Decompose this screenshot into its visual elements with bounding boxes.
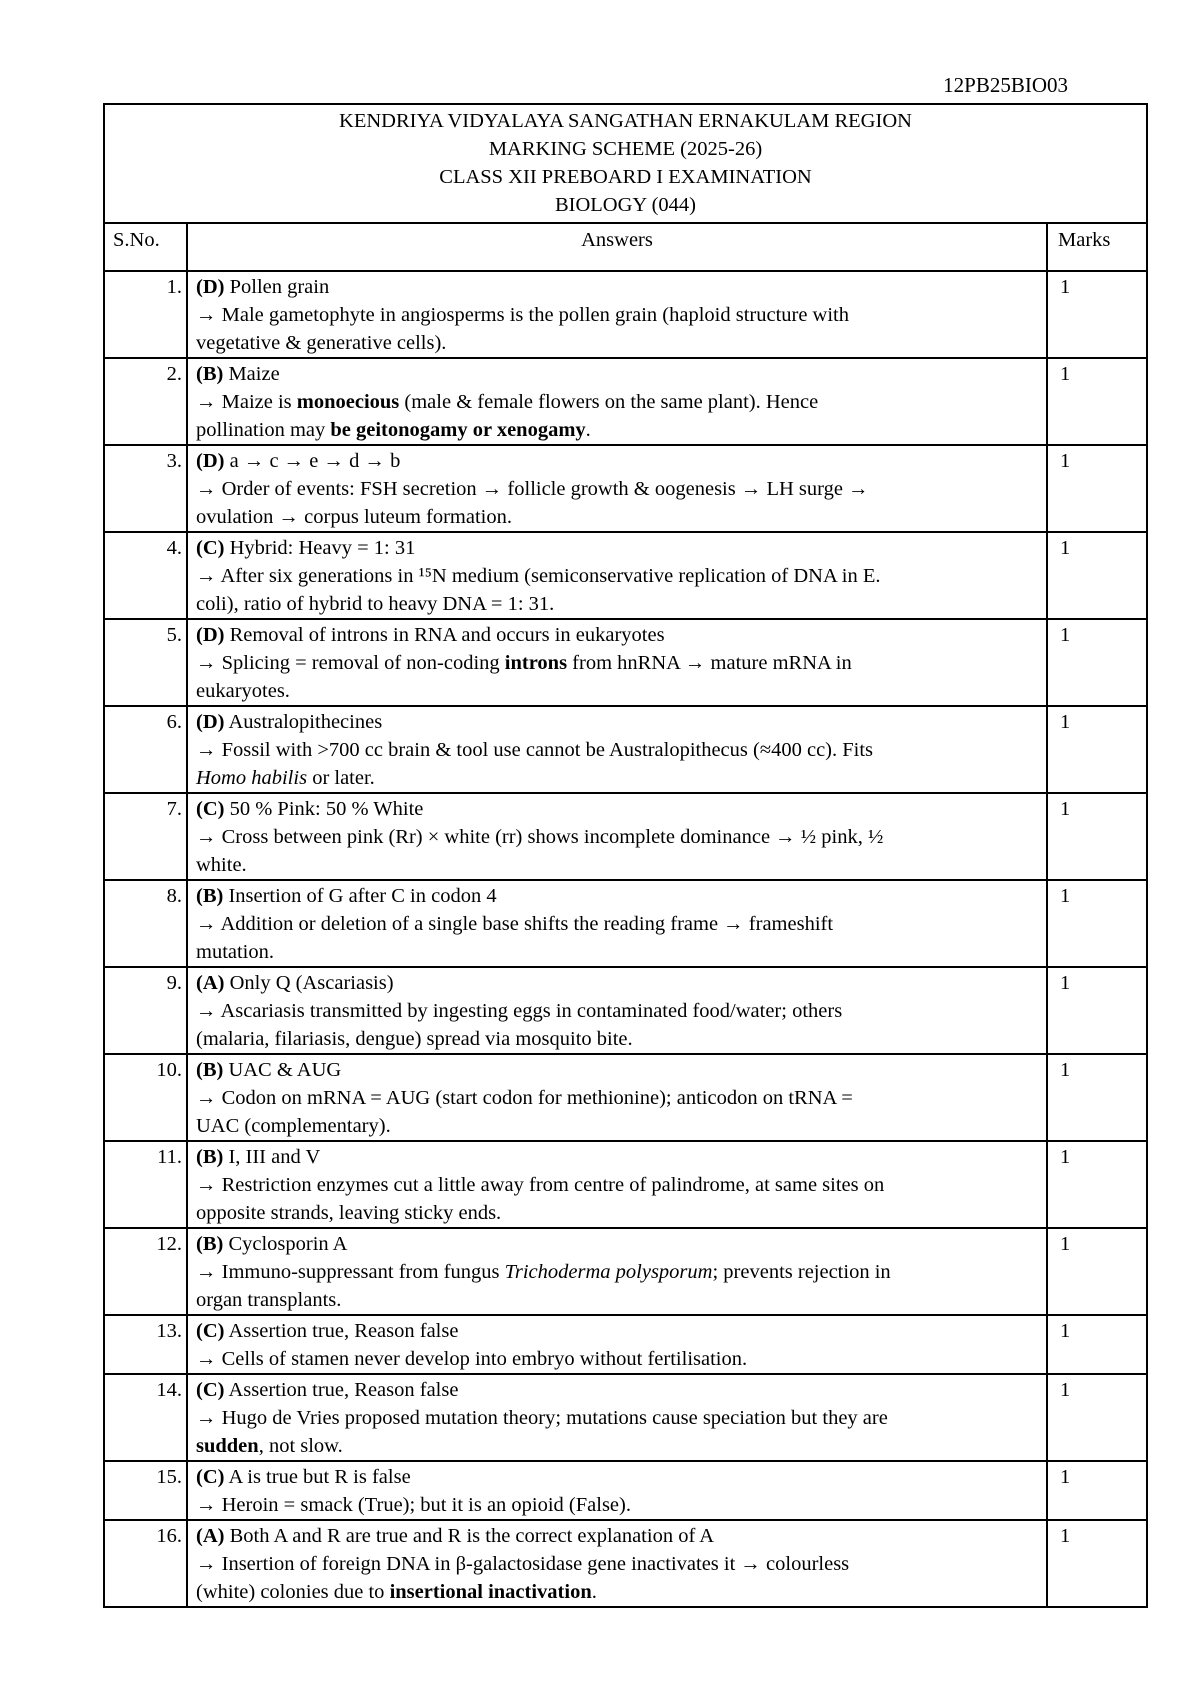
row-answer xyxy=(187,1141,1047,1228)
answer-explanation-line: UAC (complementary). xyxy=(196,1115,391,1137)
bold-text: (B) xyxy=(196,885,224,907)
header-scheme: MARKING SCHEME (2025-26) xyxy=(488,138,763,160)
row-marks: 1 xyxy=(1047,1054,1147,1141)
table-row xyxy=(104,271,1147,358)
bold-text: (C) xyxy=(196,1379,225,1401)
table-row xyxy=(104,1461,1147,1520)
row-serial-number: 3. xyxy=(104,445,187,532)
row-marks: 1 xyxy=(1047,619,1147,706)
row-marks: 1 xyxy=(1047,271,1147,358)
answer-explanation-line: pollination may be geitonogamy or xenogamy. xyxy=(196,419,591,441)
header-exam: CLASS XII PREBOARD I EXAMINATION xyxy=(439,166,812,188)
row-answer xyxy=(187,358,1047,445)
table-row xyxy=(104,1228,1147,1315)
answer-explanation-line: → Splicing = removal of non-coding introns from hnRNA → mature mRNA in xyxy=(196,652,852,674)
answer-explanation-line: → Ascariasis transmitted by ingesting eggs in contaminated food/water; others xyxy=(196,1000,843,1022)
document-code: 12PB25BIO03 xyxy=(943,73,1068,97)
table-row xyxy=(104,706,1147,793)
row-marks: 1 xyxy=(1047,1315,1147,1374)
row-answer xyxy=(187,1315,1047,1374)
answer-explanation-line: → Maize is monoecious (male & female flowers on the same plant). Hence xyxy=(196,391,819,413)
answer-explanation-line: Homo habilis or later. xyxy=(196,767,375,789)
bold-text: (C) xyxy=(196,798,225,820)
row-marks: 1 xyxy=(1047,1520,1147,1607)
row-marks: 1 xyxy=(1047,1228,1147,1315)
row-serial-number: 1. xyxy=(104,271,187,358)
bold-text: (B) xyxy=(196,1059,224,1081)
answer-explanation-line: mutation. xyxy=(196,941,275,963)
bold-text: (C) xyxy=(196,1320,225,1342)
bold-text: (D) xyxy=(196,276,225,298)
row-serial-number: 14. xyxy=(104,1374,187,1461)
row-serial-number: 2. xyxy=(104,358,187,445)
answer-explanation-line: → Addition or deletion of a single base shifts the reading frame → frameshift xyxy=(196,913,834,935)
row-serial-number: 6. xyxy=(104,706,187,793)
row-serial-number: 8. xyxy=(104,880,187,967)
row-marks: 1 xyxy=(1047,880,1147,967)
answer-explanation-line: coli), ratio of hybrid to heavy DNA = 1: 31. xyxy=(196,593,555,615)
answer-option: (B) I, III and V xyxy=(196,1146,321,1168)
header-subject: BIOLOGY (044) xyxy=(554,194,696,216)
bold-text: (D) xyxy=(196,711,225,733)
row-answer xyxy=(187,1374,1047,1461)
row-marks: 1 xyxy=(1047,532,1147,619)
row-serial-number: 5. xyxy=(104,619,187,706)
answer-explanation-line: white. xyxy=(196,854,247,876)
answer-option: (C) Assertion true, Reason false xyxy=(196,1379,459,1401)
row-answer xyxy=(187,619,1047,706)
row-marks: 1 xyxy=(1047,706,1147,793)
answer-explanation-line: organ transplants. xyxy=(196,1289,342,1311)
answer-explanation-line: → Cells of stamen never develop into embryo without fertilisation. xyxy=(196,1348,748,1370)
answer-explanation-line: → Immuno-suppressant from fungus Trichoderma polysporum; prevents rejection in xyxy=(196,1261,891,1283)
row-serial-number: 4. xyxy=(104,532,187,619)
row-answer xyxy=(187,445,1047,532)
row-answer xyxy=(187,967,1047,1054)
row-serial-number: 9. xyxy=(104,967,187,1054)
row-marks: 1 xyxy=(1047,358,1147,445)
row-marks: 1 xyxy=(1047,1461,1147,1520)
table-row xyxy=(104,880,1147,967)
italic-text: Homo habilis xyxy=(196,767,308,789)
bold-text: introns xyxy=(504,652,568,674)
row-serial-number: 7. xyxy=(104,793,187,880)
bold-text: be geitonogamy or xenogamy xyxy=(330,419,586,441)
bold-text: insertional inactivation xyxy=(389,1581,592,1603)
answer-option: (D) Pollen grain xyxy=(196,276,330,298)
bold-text: (A) xyxy=(196,1525,225,1547)
row-serial-number: 12. xyxy=(104,1228,187,1315)
answer-option: (B) Maize xyxy=(196,363,280,385)
answer-explanation-line: → After six generations in ¹⁵N medium (semiconservative replication of DNA in E. xyxy=(196,565,881,587)
bold-text: (D) xyxy=(196,624,225,646)
row-marks: 1 xyxy=(1047,793,1147,880)
answer-option: (C) Assertion true, Reason false xyxy=(196,1320,459,1342)
column-header-marks: Marks xyxy=(1047,223,1147,271)
answer-explanation-line: eukaryotes. xyxy=(196,680,290,702)
row-serial-number: 15. xyxy=(104,1461,187,1520)
row-answer xyxy=(187,793,1047,880)
bold-text: sudden xyxy=(196,1435,259,1457)
answer-explanation-line: → Order of events: FSH secretion → follicle growth & oogenesis → LH surge → xyxy=(196,478,869,500)
answer-option: (D) a → c → e → d → b xyxy=(196,450,401,472)
table-row xyxy=(104,1315,1147,1374)
table-row xyxy=(104,619,1147,706)
table-row xyxy=(104,1054,1147,1141)
answer-option: (B) Insertion of G after C in codon 4 xyxy=(196,885,497,907)
answer-option: (A) Only Q (Ascariasis) xyxy=(196,972,394,994)
bold-text: (C) xyxy=(196,537,225,559)
row-serial-number: 10. xyxy=(104,1054,187,1141)
answer-explanation-line: (malaria, filariasis, dengue) spread via mosquito bite. xyxy=(196,1028,633,1050)
answer-explanation-line: opposite strands, leaving sticky ends. xyxy=(196,1202,502,1224)
answer-explanation-line: → Male gametophyte in angiosperms is the pollen grain (haploid structure with xyxy=(196,304,850,326)
answer-explanation-line: → Fossil with >700 cc brain & tool use cannot be Australopithecus (≈400 cc). Fits xyxy=(196,739,874,761)
table-row xyxy=(104,532,1147,619)
table-row xyxy=(104,358,1147,445)
bold-text: (D) xyxy=(196,450,225,472)
table-row xyxy=(104,793,1147,880)
answer-option: (D) Removal of introns in RNA and occurs in eukaryotes xyxy=(196,624,665,646)
answer-option: (C) Hybrid: Heavy = 1: 31 xyxy=(196,537,416,559)
answer-explanation-line: → Heroin = smack (True); but it is an opioid (False). xyxy=(196,1494,631,1516)
table-row xyxy=(104,967,1147,1054)
row-answer xyxy=(187,532,1047,619)
table-header xyxy=(104,104,1147,223)
answer-option: (B) UAC & AUG xyxy=(196,1059,342,1081)
answer-explanation-line: sudden, not slow. xyxy=(196,1435,343,1457)
bold-text: (B) xyxy=(196,1146,224,1168)
answer-option: (B) Cyclosporin A xyxy=(196,1233,348,1255)
row-marks: 1 xyxy=(1047,1141,1147,1228)
row-serial-number: 16. xyxy=(104,1520,187,1607)
row-marks: 1 xyxy=(1047,967,1147,1054)
table-row xyxy=(104,445,1147,532)
answer-explanation-line: vegetative & generative cells). xyxy=(196,332,447,354)
table-row xyxy=(104,1141,1147,1228)
answer-option: (D) Australopithecines xyxy=(196,711,383,733)
answer-rows xyxy=(104,271,1147,1607)
row-marks: 1 xyxy=(1047,1374,1147,1461)
answer-option: (A) Both A and R are true and R is the correct explanation of A xyxy=(196,1525,715,1547)
column-header-answers: Answers xyxy=(187,223,1047,271)
answer-explanation-line: → Restriction enzymes cut a little away from centre of palindrome, at same sites on xyxy=(196,1174,885,1196)
marking-scheme-table xyxy=(103,103,1148,1608)
answer-explanation-line: → Insertion of foreign DNA in β-galactosidase gene inactivates it → colourless xyxy=(196,1553,850,1575)
row-answer xyxy=(187,1520,1047,1607)
column-header-sno: S.No. xyxy=(104,223,187,271)
answer-explanation-line: → Hugo de Vries proposed mutation theory; mutations cause speciation but they are xyxy=(196,1407,888,1429)
answer-explanation-line: → Codon on mRNA = AUG (start codon for methionine); anticodon on tRNA = xyxy=(196,1087,853,1109)
bold-text: (B) xyxy=(196,363,224,385)
table-row xyxy=(104,1374,1147,1461)
row-answer xyxy=(187,271,1047,358)
table-row xyxy=(104,1520,1147,1607)
header-region: KENDRIYA VIDYALAYA SANGATHAN ERNAKULAM REGION xyxy=(339,110,912,132)
answer-option: (C) A is true but R is false xyxy=(196,1466,411,1488)
row-answer xyxy=(187,1054,1047,1141)
row-answer xyxy=(187,706,1047,793)
row-serial-number: 11. xyxy=(104,1141,187,1228)
row-answer xyxy=(187,1228,1047,1315)
answer-explanation-line: → Cross between pink (Rr) × white (rr) shows incomplete dominance → ½ pink, ½ xyxy=(196,826,884,848)
bold-text: (B) xyxy=(196,1233,224,1255)
row-serial-number: 13. xyxy=(104,1315,187,1374)
bold-text: (A) xyxy=(196,972,225,994)
row-answer xyxy=(187,1461,1047,1520)
answer-explanation-line: ovulation → corpus luteum formation. xyxy=(196,506,512,528)
bold-text: (C) xyxy=(196,1466,225,1488)
bold-text: monoecious xyxy=(296,391,400,413)
answer-option: (C) 50 % Pink: 50 % White xyxy=(196,798,424,820)
row-answer xyxy=(187,880,1047,967)
row-marks: 1 xyxy=(1047,445,1147,532)
answer-explanation-line: (white) colonies due to insertional inactivation. xyxy=(196,1581,597,1603)
italic-text: Trichoderma polysporum xyxy=(504,1261,713,1283)
